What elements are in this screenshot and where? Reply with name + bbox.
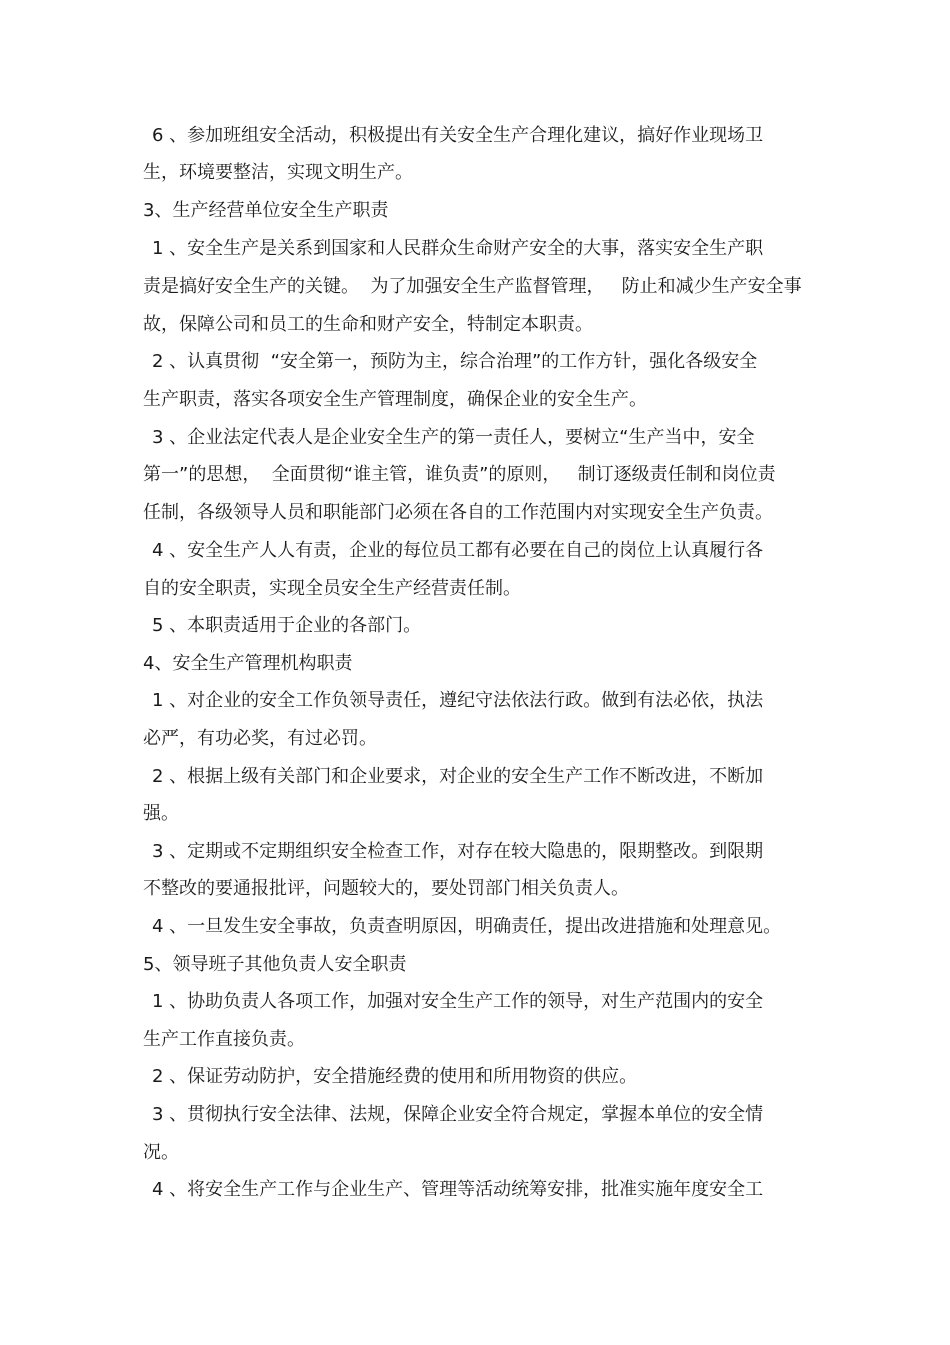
text-line: 4 、安全生产人人有责，企业的每位员工都有必要在自己的岗位上认真履行各 <box>152 540 764 561</box>
text-line: 2 、认真贯彻 “安全第一，预防为主，综合治理”的工作方针，强化各级安全 <box>152 351 758 372</box>
text-line: 况。 <box>143 1142 179 1163</box>
text-line: 必严，有功必奖，有过必罚。 <box>143 728 377 749</box>
section-heading: 3、生产经营单位安全生产职责 <box>143 200 389 221</box>
text-line: 1 、协助负责人各项工作，加强对安全生产工作的领导，对生产范围内的安全 <box>152 991 764 1012</box>
text-line: 3 、贯彻执行安全法律、法规，保障企业安全符合规定，掌握本单位的安全情 <box>152 1104 764 1125</box>
text-line: 4 、一旦发生安全事故，负责查明原因，明确责任，提出改进措施和处理意见。 <box>152 916 782 937</box>
text-line: 6 、参加班组安全活动，积极提出有关安全生产合理化建议，搞好作业现场卫 <box>152 125 764 146</box>
text-line: 生，环境要整洁，实现文明生产。 <box>143 162 413 183</box>
text-line: 3 、企业法定代表人是企业安全生产的第一责任人，要树立“生产当中，安全 <box>152 427 755 448</box>
text-line: 生产职责，落实各项安全生产管理制度，确保企业的安全生产。 <box>143 389 647 410</box>
text-line: 5 、本职责适用于企业的各部门。 <box>152 615 422 636</box>
text-line: 任制，各级领导人员和职能部门必须在各自的工作范围内对实现安全生产负责。 <box>143 502 773 523</box>
section-heading: 4、安全生产管理机构职责 <box>143 653 353 674</box>
text-line: 强。 <box>143 803 179 824</box>
text-line: 自的安全职责，实现全员安全生产经营责任制。 <box>143 578 521 599</box>
text-line: 1 、安全生产是关系到国家和人民群众生命财产安全的大事，落实安全生产职 <box>152 238 764 259</box>
text-line: 1 、对企业的安全工作负领导责任，遵纪守法依法行政。做到有法必依，执法 <box>152 690 764 711</box>
text-line: 不整改的要通报批评，问题较大的，要处罚部门相关负责人。 <box>143 878 629 899</box>
text-line: 2 、保证劳动防护，安全措施经费的使用和所用物资的供应。 <box>152 1066 638 1087</box>
text-line: 2 、根据上级有关部门和企业要求，对企业的安全生产工作不断改进，不断加 <box>152 766 764 787</box>
text-line: 4 、将安全生产工作与企业生产、管理等活动统筹安排，批准实施年度安全工 <box>152 1179 764 1200</box>
text-line: 第一”的思想， 全面贯彻“谁主管，谁负责”的原则， 制订逐级责任制和岗位责 <box>143 464 776 485</box>
section-heading: 5、领导班子其他负责人安全职责 <box>143 954 407 975</box>
text-line: 故，保障公司和员工的生命和财产安全，特制定本职责。 <box>143 314 593 335</box>
text-line: 生产工作直接负责。 <box>143 1029 305 1050</box>
text-line: 3 、定期或不定期组织安全检查工作，对存在较大隐患的，限期整改。到限期 <box>152 841 764 862</box>
text-line: 责是搞好安全生产的关键。 为了加强安全生产监督管理， 防止和减少生产安全事 <box>143 276 802 297</box>
